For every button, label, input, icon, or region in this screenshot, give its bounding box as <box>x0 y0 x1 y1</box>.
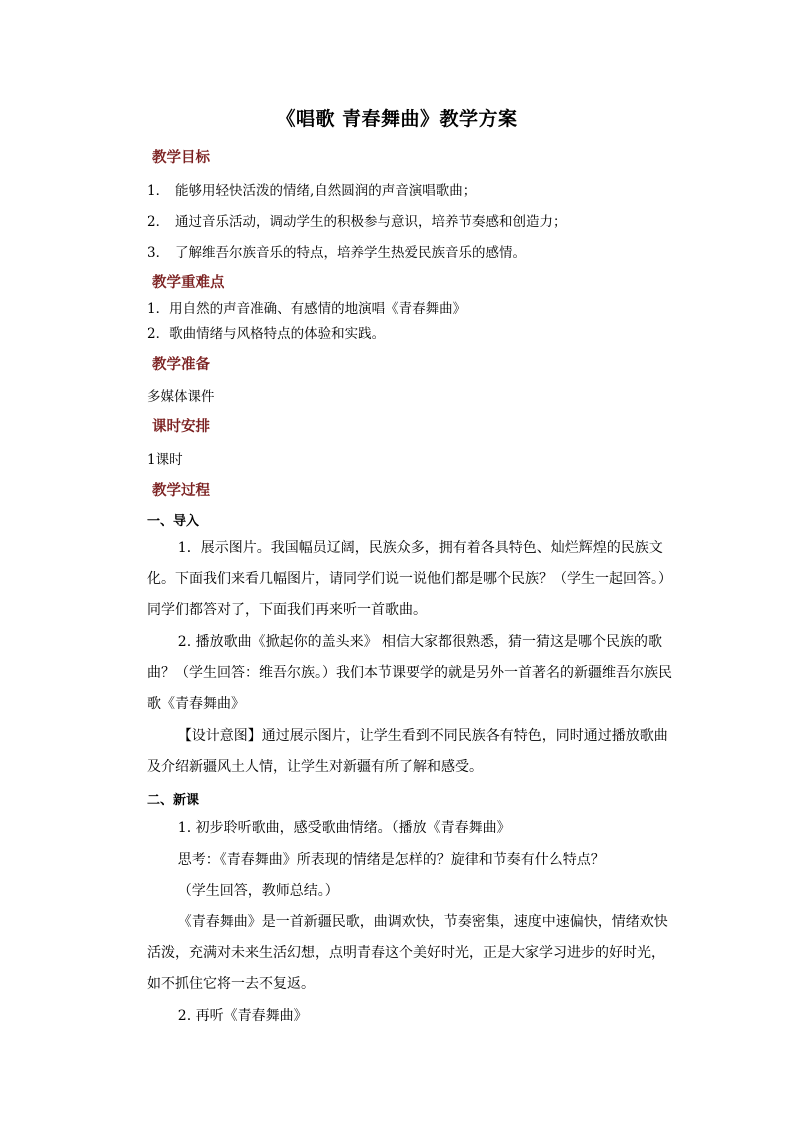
heading-part-new-lesson: 二、新课 <box>147 793 200 808</box>
heading-part-intro: 一、导入 <box>147 514 200 529</box>
key-point-1: 1．用自然的声音准确、有感情的地演唱《青春舞曲》 <box>147 301 467 317</box>
think-question: 思考：《青春舞曲》所表现的情绪是怎样的？旋律和节奏有什么特点？ <box>177 852 605 868</box>
new-lesson-step-1: 1. 初步聆听歌曲，感受歌曲情绪。（播放《青春舞曲》 <box>177 820 511 836</box>
intro-paragraph-2: 2. 播放歌曲《掀起你的盖头来》 相信大家都很熟悉，猜一猜这是哪个民族的歌曲？（学生回答：维吾尔族。）我们本节课要学的就是另外一首著名的新疆维吾尔族民歌《青春舞曲》 <box>147 634 672 712</box>
heading-objectives: 教学目标 <box>152 149 210 166</box>
preparation-text: 多媒体课件 <box>147 389 215 405</box>
objective-text: 能够用轻快活泼的情绪,自然圆润的声音演唱歌曲； <box>175 183 477 199</box>
new-lesson-step-2: 2. 再听《青春舞曲》 <box>177 1008 308 1024</box>
key-point-2: 2．歌曲情绪与风格特点的体验和实践。 <box>147 326 386 342</box>
student-answer-note: （学生回答，教师总结。） <box>177 883 339 899</box>
song-description-paragraph: 《青春舞曲》是一首新疆民歌，曲调欢快，节奏密集，速度中速偏快，情绪欢快活泼，充满对未来生活幻想，点明青春这个美好时光，正是大家学习进步的好时光，如不抓住它将一去不复返。 <box>147 914 668 992</box>
schedule-text: 1课时 <box>147 452 183 468</box>
objective-number: 2． <box>147 214 170 230</box>
objective-item-1 <box>147 179 476 199</box>
objective-item-2 <box>147 210 567 230</box>
document-title: 《唱歌 青春舞曲》教学方案 <box>276 108 518 130</box>
heading-schedule: 课时安排 <box>152 418 210 435</box>
objective-item-3 <box>147 241 526 261</box>
heading-key-points: 教学重难点 <box>152 274 225 291</box>
intro-paragraph-1: 1．展示图片。我国幅员辽阔，民族众多，拥有着各具特色、灿烂辉煌的民族文化。下面我们来看几幅图片，请同学们说一说他们都是哪个民族？（学生一起回答。）同学们都答对了，下面我们再来听一首歌曲。 <box>147 540 672 618</box>
objective-text: 通过音乐活动，调动学生的积极参与意识，培养节奏感和创造力； <box>175 214 567 230</box>
objective-text: 了解维吾尔族音乐的特点，培养学生热爱民族音乐的感情。 <box>175 245 526 261</box>
heading-preparation: 教学准备 <box>152 356 210 373</box>
objective-number: 1． <box>147 183 170 199</box>
design-intent-paragraph: 【设计意图】通过展示图片，让学生看到不同民族各有特色，同时通过播放歌曲及介绍新疆风土人情，让学生对新疆有所了解和感受。 <box>147 728 668 775</box>
objective-number: 3． <box>147 245 170 261</box>
heading-process: 教学过程 <box>152 482 210 499</box>
